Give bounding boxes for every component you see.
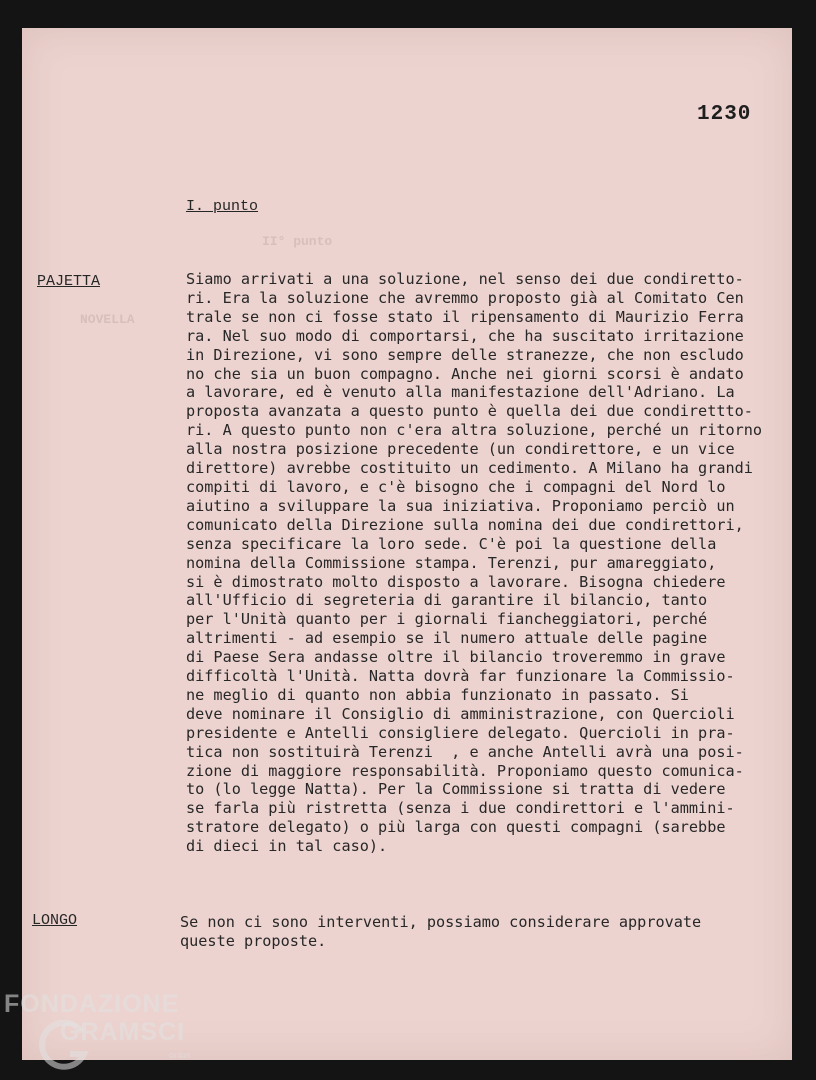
speaker-name-longo: LONGO xyxy=(32,912,78,929)
page-number: 1230 xyxy=(697,103,752,126)
watermark-suffix: onlus xyxy=(169,1050,191,1060)
speech-text-pajetta: Siamo arrivati a una soluzione, nel senso dei due condiretto- ri. Era la soluzione che avremmo proposto già al Comitato Cen trale se non ci fosse stato il ripensamento di Maurizio Ferra ra. Nel suo modo di comportarsi, che ha suscitato irritazione in Direzione, vi sono sempre delle stranezze, che non escludo no che sia un buon compagno. Anche nei giorni scorsi è andato a lavorare, ed è venuto alla manifestazione dell'Adriano. La proposta avanzata a questo punto è quella dei due condirettto- ri. A questo punto non c'era altra soluzione, perché un ritorno alla nostra posizione precedente (un condirettore, e un vice direttore) avrebbe costituito un cedimento. A Milano ha grandi compiti di lavoro, e c'è bisogno che i compagni del Nord lo aiutino a sviluppare la sua iniziativa. Proponiamo perciò un comunicato della Direzione sulla nomina dei due condirettori, senza specificare la loro sede. C'è poi la questione della nomina della Commissione stampa. Terenzi, pur amareggiato, si è dimostrato molto disposto a lavorare. Bisogna chiedere all'Ufficio di segreteria di garantire il bilancio, tanto per l'Unità quanto per i giornali fiancheggiatori, perché altrimenti - ad esempio se il numero attuale delle pagine di Paese Sera andasse oltre il bilancio troveremmo in grave difficoltà l'Unità. Natta dovrà far funzionare la Commissio- ne meglio di quanto non abbia funzionato in passato. Si deve nominare il Consiglio di amministrazione, con Quercioli presidente e Antelli consigliere delegato. Quercioli in pra- tica non sostituirà Terenzi , e anche Antelli avrà una posi- zione di maggiore responsabilità. Proponiamo questo comunica- to (lo legge Natta). Per la Commissione si tratta di vedere se farla più ristretta (senza i due condirettori e l'ammini- stratore delegato) o più larga con questi compagni (sarebbe di dieci in tal caso). xyxy=(186,270,763,856)
speaker-name-pajetta: PAJETTA xyxy=(37,273,101,290)
watermark-line2: GRAMSCI xyxy=(60,1018,186,1046)
faint-bleedthrough-heading: II° punto xyxy=(262,234,333,249)
watermark-line1: FONDAZIONE xyxy=(4,990,180,1018)
speech-text-longo: Se non ci sono interventi, possiamo considerare approvate queste proposte. xyxy=(180,913,702,950)
faint-bleedthrough-name: NOVELLA xyxy=(80,312,135,327)
section-heading: I. punto xyxy=(186,198,259,215)
